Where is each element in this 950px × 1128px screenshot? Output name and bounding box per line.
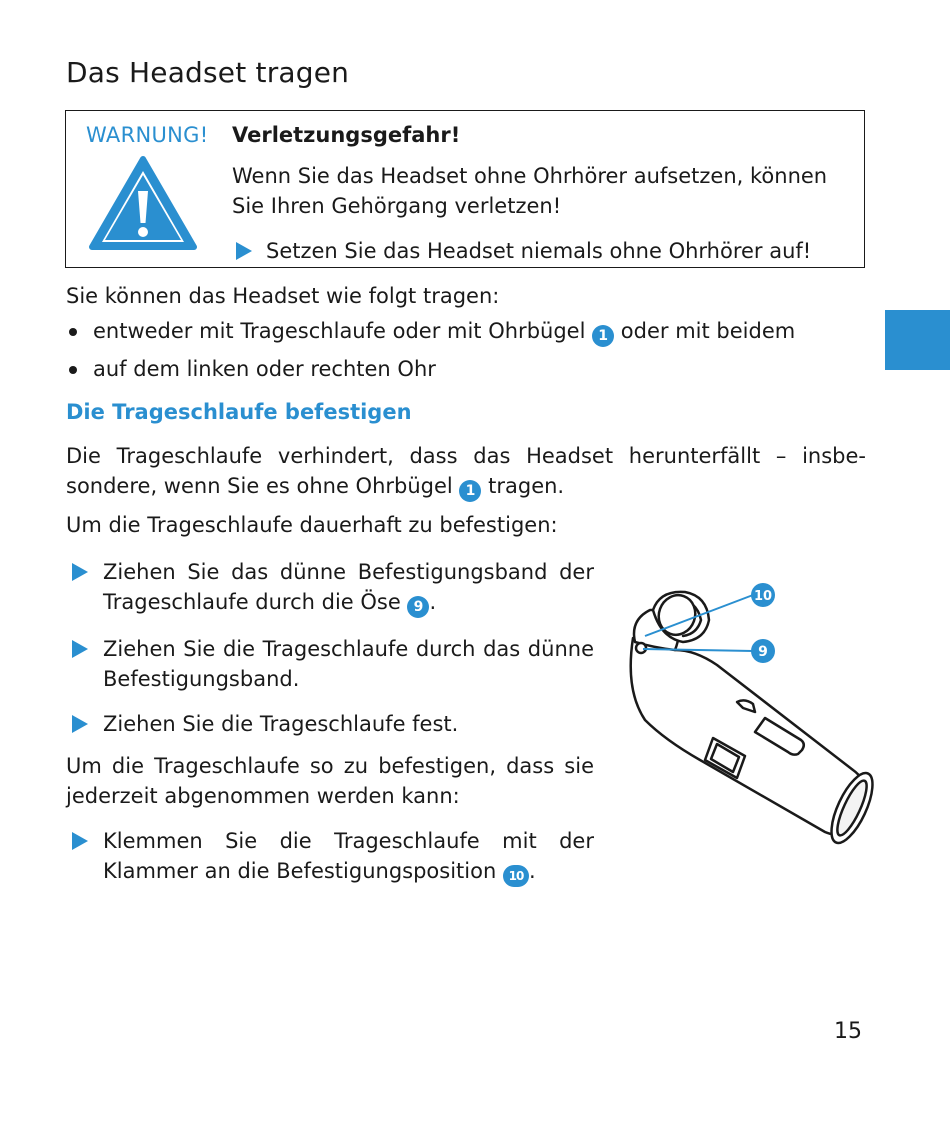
bullet-text-after: oder mit beidem bbox=[620, 319, 796, 343]
warning-action-text: Setzen Sie das Headset niemals ohne Ohrhörer auf! bbox=[266, 239, 812, 263]
arrow-right-icon bbox=[72, 640, 88, 658]
list-item bbox=[66, 354, 795, 392]
paragraph-text: Die Trageschlaufe verhindert, dass das Headset herunterfällt – insbe-sondere, wenn Sie es ohne Ohrbügel bbox=[66, 444, 866, 498]
step-text: Ziehen Sie die Trageschlaufe durch das dünne Befestigungsband. bbox=[103, 637, 594, 691]
headset-illustration bbox=[605, 570, 890, 860]
section-paragraph-1 bbox=[66, 441, 866, 502]
paragraph-text-after: tragen. bbox=[488, 474, 565, 498]
step-text: Ziehen Sie die Trageschlaufe fest. bbox=[103, 712, 459, 736]
warning-text: Wenn Sie das Headset ohne Ohrhörer aufsetzen, können Sie Ihren Gehörgang verletzen! bbox=[232, 164, 828, 218]
bullet-text: entweder mit Trageschlaufe oder mit Ohrbügel bbox=[93, 319, 586, 343]
step-text: Klemmen Sie die Trageschlaufe mit der Klammer an die Befestigungsposition bbox=[103, 829, 594, 883]
page-title: Das Headset tragen bbox=[66, 56, 350, 89]
intro-text: Sie können das Headset wie folgt tragen: bbox=[66, 284, 500, 308]
step-4 bbox=[72, 826, 594, 887]
callout-number-10: 10 bbox=[503, 865, 529, 887]
step-text-after: . bbox=[528, 859, 536, 883]
callout-number-9: 9 bbox=[407, 596, 429, 618]
warning-box bbox=[65, 110, 865, 268]
arrow-right-icon bbox=[236, 242, 252, 260]
bullet-text: auf dem linken oder rechten Ohr bbox=[93, 357, 436, 381]
warning-triangle-icon bbox=[88, 155, 198, 253]
arrow-right-icon bbox=[72, 563, 88, 581]
step-text: Ziehen Sie das dünne Befestigungsband der Trageschlaufe durch die Öse bbox=[103, 560, 594, 614]
section-paragraph-2: Um die Trageschlaufe dauerhaft zu befestigen: bbox=[66, 513, 558, 537]
arrow-right-icon bbox=[72, 832, 88, 850]
section-paragraph-3: Um die Trageschlaufe so zu befestigen, dass sie jederzeit abgenommen werden kann: bbox=[66, 754, 594, 808]
warning-label: WARNUNG! bbox=[86, 123, 209, 147]
callout-label-10: 10 bbox=[753, 589, 773, 604]
step-1 bbox=[72, 557, 594, 618]
callout-number-1: 1 bbox=[459, 480, 481, 502]
callout-number-1: 1 bbox=[592, 325, 614, 347]
warning-action bbox=[236, 239, 811, 263]
step-text-after: . bbox=[429, 590, 437, 614]
section-heading: Die Trageschlaufe befestigen bbox=[66, 400, 412, 424]
bullet-list bbox=[66, 316, 795, 392]
callout-label-9: 9 bbox=[758, 644, 768, 660]
page-number: 15 bbox=[834, 1019, 862, 1044]
arrow-right-icon bbox=[72, 715, 88, 733]
list-item bbox=[66, 316, 795, 354]
step-3 bbox=[72, 709, 594, 739]
chapter-tab-marker bbox=[885, 310, 950, 370]
warning-heading: Verletzungsgefahr! bbox=[232, 123, 461, 147]
step-2 bbox=[72, 634, 594, 694]
